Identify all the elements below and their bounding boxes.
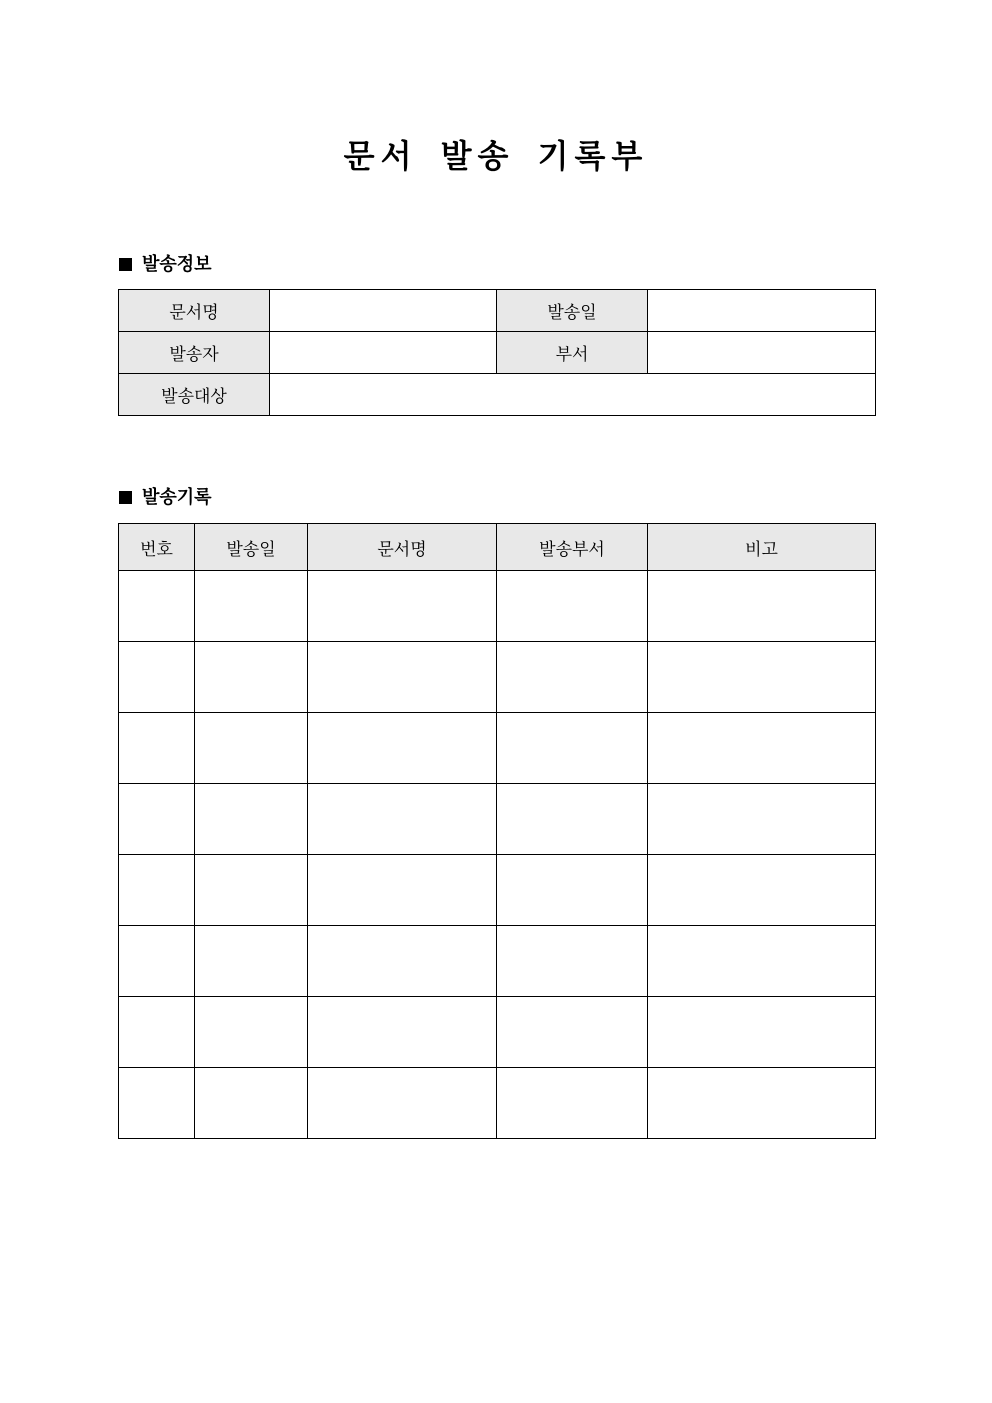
square-bullet-icon	[119, 491, 132, 504]
info-row-sender	[119, 332, 876, 374]
department-cell[interactable]	[497, 1068, 648, 1139]
number-cell[interactable]	[119, 784, 195, 855]
column-header-remarks: 비고	[648, 524, 876, 571]
document-name-cell[interactable]	[308, 571, 497, 642]
send-date-cell[interactable]	[195, 997, 308, 1068]
department-cell[interactable]	[497, 926, 648, 997]
table-row	[119, 855, 876, 926]
document-name-cell[interactable]	[308, 997, 497, 1068]
document-name-field[interactable]	[270, 290, 497, 332]
info-section-heading-text: 발송정보	[142, 254, 212, 275]
record-section-heading-text: 발송기록	[142, 487, 212, 508]
number-cell[interactable]	[119, 997, 195, 1068]
table-row	[119, 642, 876, 713]
info-row-document	[119, 290, 876, 332]
record-section-heading	[119, 486, 212, 510]
number-cell[interactable]	[119, 926, 195, 997]
send-date-cell[interactable]	[195, 1068, 308, 1139]
column-header-number: 번호	[119, 524, 195, 571]
remarks-cell[interactable]	[648, 571, 876, 642]
table-header-row	[119, 524, 876, 571]
remarks-cell[interactable]	[648, 642, 876, 713]
document-name-cell[interactable]	[308, 1068, 497, 1139]
number-cell[interactable]	[119, 855, 195, 926]
number-cell[interactable]	[119, 713, 195, 784]
remarks-cell[interactable]	[648, 784, 876, 855]
table-row	[119, 926, 876, 997]
table-row	[119, 784, 876, 855]
page-title: 문서 발송 기록부	[343, 137, 649, 175]
sender-label: 발송자	[119, 332, 270, 374]
number-cell[interactable]	[119, 571, 195, 642]
square-bullet-icon	[119, 258, 132, 271]
send-info-table	[118, 289, 876, 416]
document-name-cell[interactable]	[308, 642, 497, 713]
recipient-field[interactable]	[270, 374, 876, 416]
remarks-cell[interactable]	[648, 855, 876, 926]
department-cell[interactable]	[497, 855, 648, 926]
remarks-cell[interactable]	[648, 713, 876, 784]
number-cell[interactable]	[119, 1068, 195, 1139]
recipient-label: 발송대상	[119, 374, 270, 416]
department-cell[interactable]	[497, 713, 648, 784]
table-row	[119, 571, 876, 642]
send-date-cell[interactable]	[195, 713, 308, 784]
document-name-label: 문서명	[119, 290, 270, 332]
remarks-cell[interactable]	[648, 926, 876, 997]
sender-field[interactable]	[270, 332, 497, 374]
department-cell[interactable]	[497, 571, 648, 642]
info-section-heading	[119, 253, 212, 277]
send-date-cell[interactable]	[195, 571, 308, 642]
send-date-label: 발송일	[497, 290, 648, 332]
send-date-cell[interactable]	[195, 926, 308, 997]
number-cell[interactable]	[119, 642, 195, 713]
remarks-cell[interactable]	[648, 1068, 876, 1139]
remarks-cell[interactable]	[648, 997, 876, 1068]
table-row	[119, 1068, 876, 1139]
document-name-cell[interactable]	[308, 713, 497, 784]
send-date-cell[interactable]	[195, 642, 308, 713]
department-label: 부서	[497, 332, 648, 374]
column-header-document-name: 문서명	[308, 524, 497, 571]
column-header-department: 발송부서	[497, 524, 648, 571]
table-row	[119, 997, 876, 1068]
send-record-table	[118, 523, 876, 1139]
document-name-cell[interactable]	[308, 784, 497, 855]
info-row-recipient	[119, 374, 876, 416]
table-row	[119, 713, 876, 784]
send-date-cell[interactable]	[195, 784, 308, 855]
department-cell[interactable]	[497, 784, 648, 855]
department-cell[interactable]	[497, 997, 648, 1068]
document-name-cell[interactable]	[308, 855, 497, 926]
send-date-cell[interactable]	[195, 855, 308, 926]
document-name-cell[interactable]	[308, 926, 497, 997]
department-cell[interactable]	[497, 642, 648, 713]
send-date-field[interactable]	[648, 290, 876, 332]
department-field[interactable]	[648, 332, 876, 374]
column-header-send-date: 발송일	[195, 524, 308, 571]
